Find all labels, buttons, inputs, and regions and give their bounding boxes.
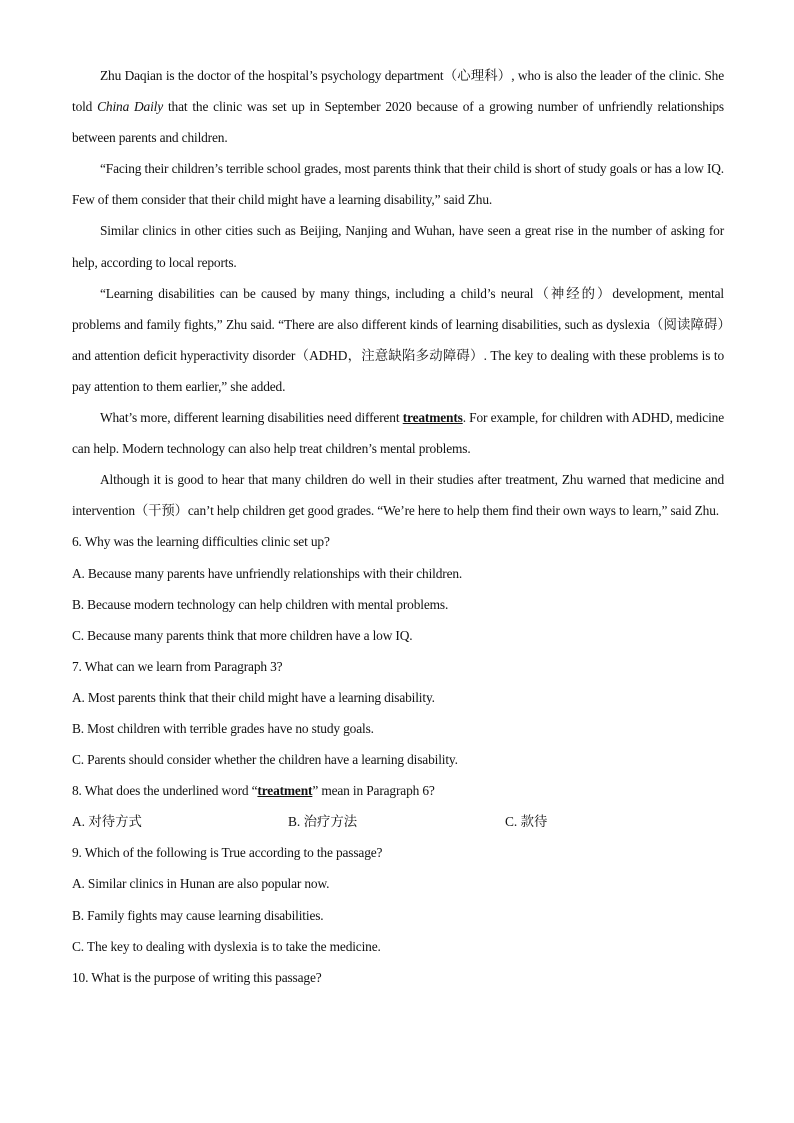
passage-paragraph-3: Similar clinics in other cities such as Beijing, Nanjing and Wuhan, have seen a great rise in the number of asking for help, according to local reports. [72,223,724,270]
question-7-option-a: A. Most parents think that their child might have a learning disability. [72,689,435,705]
question-8-stem-b: ” mean in Paragraph 6? [312,783,435,799]
passage-paragraph-2: “Facing their children’s terrible school grades, most parents think that their child is short of study goals or has a low IQ. Few of them consider that their child might have a learning disability,” said Zhu. [72,161,724,208]
question-9-option-a: A. Similar clinics in Hunan are also popular now. [72,876,330,892]
question-6-option-b: B. Because modern technology can help children with mental problems. [72,596,449,612]
question-8-stem-a: 8. What does the underlined word “ [72,783,258,799]
question-7-stem: 7. What can we learn from Paragraph 3? [72,658,283,674]
paragraph-1-text-b: that the clinic was set up in September 2020 because of a growing number of unfriendly relationships between parents and children. [72,99,724,146]
question-8-stem [72,775,724,806]
question-10-stem: 10. What is the purpose of writing this passage? [72,969,322,985]
paragraph-5-text-a: What’s more, different learning disabilities need different [100,410,403,426]
question-9-option-c: C. The key to dealing with dyslexia is to take the medicine. [72,938,381,954]
paragraph-1-text-a: Zhu Daqian is the doctor of the hospital’s psychology department（心理科）, who is also the leader of the clinic. She told [72,68,724,115]
question-9-option-b: B. Family fights may cause learning disabilities. [72,907,324,923]
question-8-option-b: B. 治疗方法 [288,814,358,830]
passage-paragraph-5 [72,402,724,464]
newspaper-title: China Daily [97,99,164,115]
passage-paragraph-6: Although it is good to hear that many children do well in their studies after treatment, Zhu warned that medicine and intervention（干预）can’t help children get good grades. “We’re here to help them find their own ways to learn,” said Zhu. [72,472,724,519]
question-8-underlined-word: treatment [257,783,313,799]
question-6-option-a: A. Because many parents have unfriendly relationships with their children. [72,565,463,581]
underlined-word: treatments [402,410,463,426]
question-7-option-b: B. Most children with terrible grades have no study goals. [72,720,374,736]
question-6-option-c: C. Because many parents think that more children have a low IQ. [72,627,413,643]
question-9-stem: 9. Which of the following is True according to the passage? [72,845,383,861]
question-8-options [72,806,724,837]
question-7-option-c: C. Parents should consider whether the children have a learning disability. [72,752,458,768]
passage-paragraph-4: “Learning disabilities can be caused by many things, including a child’s neural（神经的）development, mental problems and family fights,” Zhu said. “There are also different kinds of learning disabilities, such as dyslexia（阅读障碍）and attention deficit hyperactivity disorder（ADHD，注意缺陷多动障碍）. The key to dealing with these problems is to pay attention to them earlier,” she added. [72,285,724,394]
document-content [72,60,724,993]
question-8-option-a: A. 对待方式 [72,814,142,830]
paragraph-5-text-b: . For example, for children with ADHD, medicine can help. Modern technology can also help treat children’s mental problems. [72,410,725,457]
question-8-option-c: C. 款待 [505,814,548,830]
question-6-stem: 6. Why was the learning difficulties clinic set up? [72,534,330,550]
passage-paragraph-1 [72,60,724,153]
